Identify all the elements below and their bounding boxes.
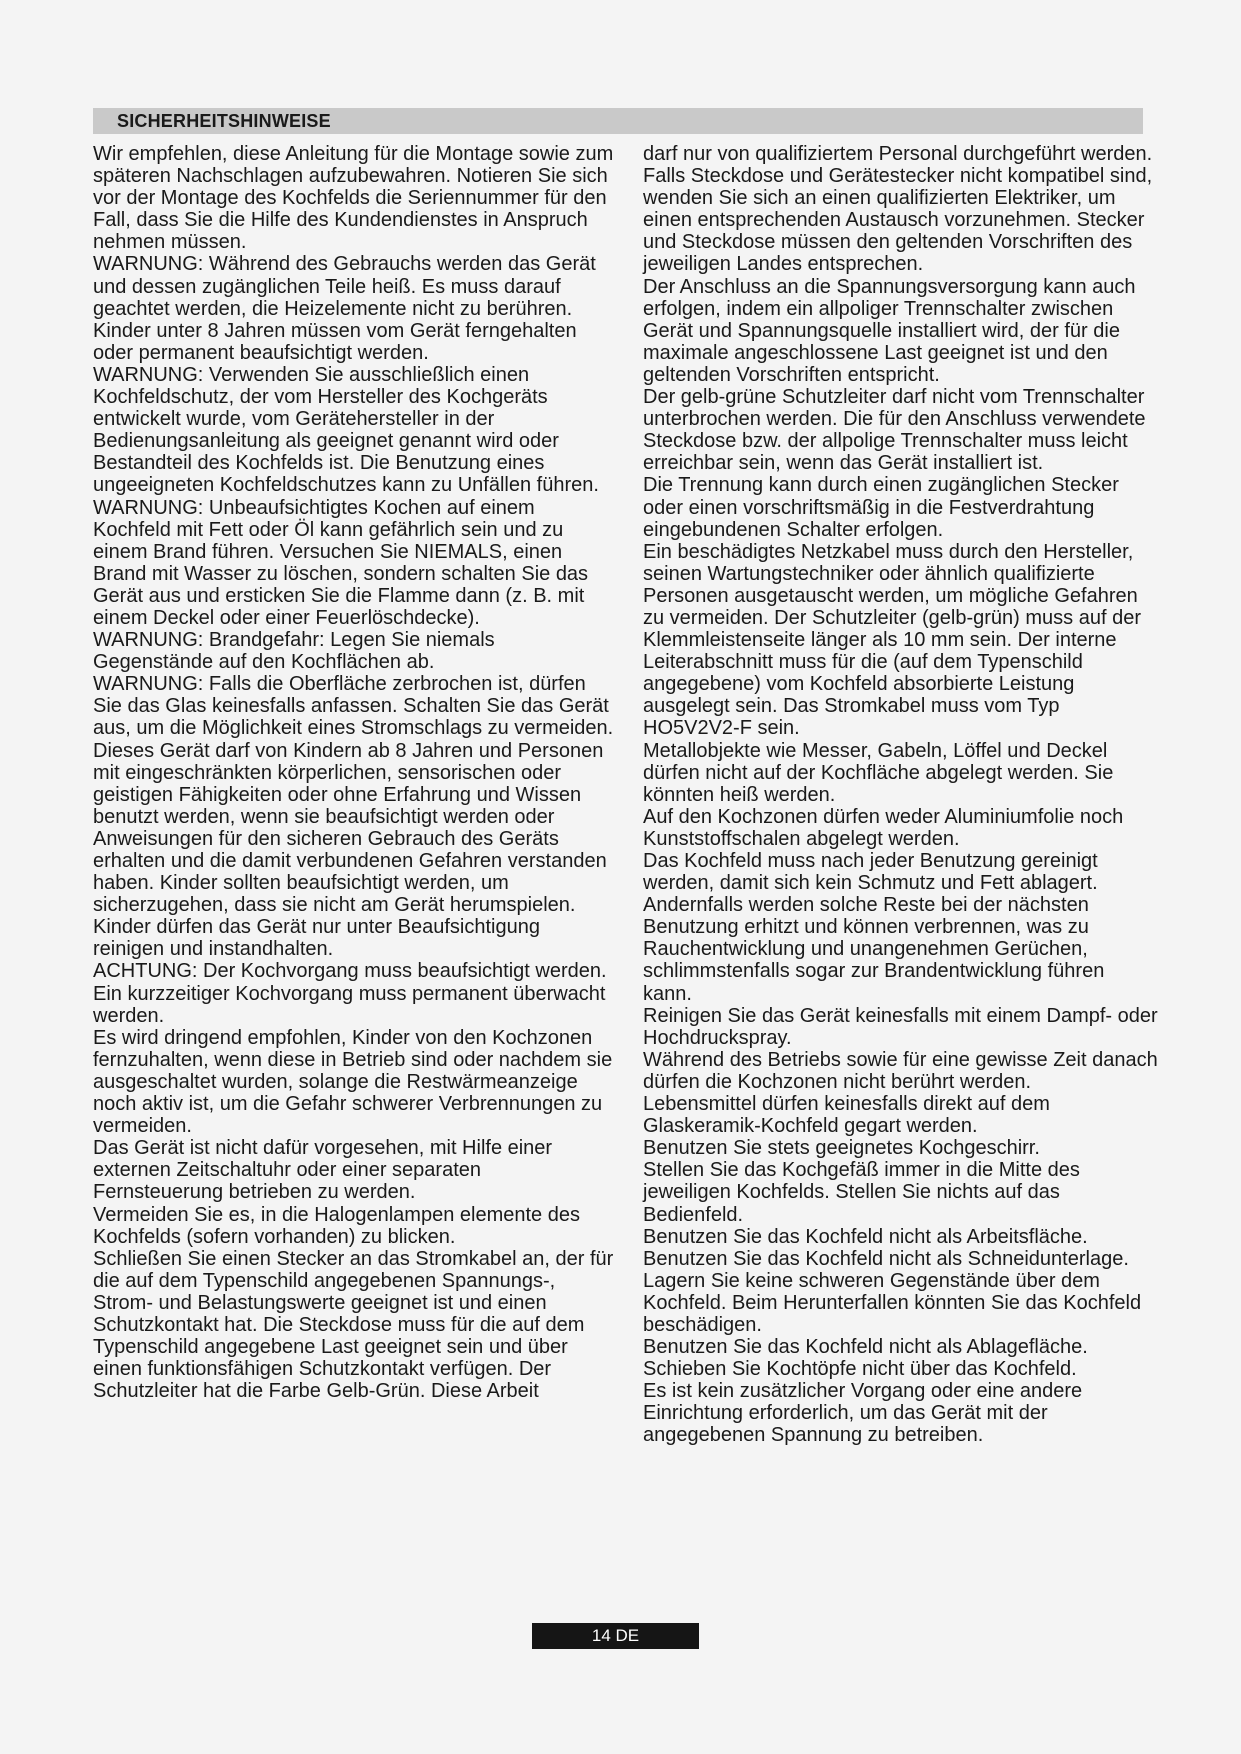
paragraph: Es ist kein zusätzlicher Vorgang oder eine andere Einrichtung erforderlich, um das Gerät mit der angegebenen Spannung zu betreiben. <box>643 1380 1083 1447</box>
paragraph: Stellen Sie das Kochgefäß immer in die Mitte des jeweiligen Kochfelds. Stellen Sie nichts auf das Bedienfeld. <box>643 1159 1080 1226</box>
page-number: 14 DE <box>532 1623 699 1649</box>
paragraph: Ein beschädigtes Netzkabel muss durch den Hersteller, seinen Wartungstechniker oder ähnlich qualifizierte Personen ausgetauscht werden, um mögliche Gefahren zu vermeiden. Der Schutzleiter (gelb-grün) muss auf der Klemmleistenseite länger als 10 mm sein. Der interne Leiterabschnitt muss für die (auf dem Typenschild angegebene) vom Kochfeld absorbierte Leistung ausgelegt sein. Das Stromkabel muss vom Typ HO5V2V2-F sein. <box>643 540 1141 740</box>
paragraph: Reinigen Sie das Gerät keinesfalls mit einem Dampf- oder Hochdruckspray. <box>643 1004 1158 1049</box>
paragraph: Vermeiden Sie es, in die Halogenlampen elemente des Kochfelds (sofern vorhanden) zu blicken. <box>93 1203 580 1248</box>
paragraph: WARNUNG: Während des Gebrauchs werden das Gerät und dessen zugänglichen Teile heiß. Es muss darauf geachtet werden, die Heizelemente nicht zu berühren. Kinder unter 8 Jahren müssen vom Gerät ferngehalten oder permanent beaufsichtigt werden. <box>93 253 596 364</box>
paragraph: Der gelb-grüne Schutzleiter darf nicht vom Trennschalter unterbrochen werden. Die für den Anschluss verwendete Steckdose bzw. der allpolige Trennschalter muss leicht erreichbar sein, wenn das Gerät installiert ist. <box>643 386 1146 475</box>
paragraph: Metallobjekte wie Messer, Gabeln, Löffel und Deckel dürfen nicht auf der Kochfläche abgelegt werden. Sie könnten heiß werden. <box>643 739 1114 806</box>
section-title: SICHERHEITSHINWEISE <box>117 111 331 131</box>
paragraph: Während des Betriebs sowie für eine gewisse Zeit danach dürfen die Kochzonen nicht berührt werden. <box>643 1048 1158 1093</box>
paragraph: Dieses Gerät darf von Kindern ab 8 Jahren und Personen mit eingeschränkten körperlichen, sensorischen oder geistigen Fähigkeiten oder ohne Erfahrung und Wissen benutzt werden, wenn sie beaufsichtigt werden oder Anweisungen für den sicheren Gebrauch des Geräts erhalten und die damit verbundenen Gefahren verstanden haben. Kinder sollten beaufsichtigt werden, um sicherzugehen, dass sie nicht am Gerät herumspielen. Kinder dürfen das Gerät nur unter Beaufsichtigung reinigen und instandhalten. <box>93 739 607 961</box>
paragraph: Auf den Kochzonen dürfen weder Aluminiumfolie noch Kunststoffschalen abgelegt werden. <box>643 805 1124 850</box>
paragraph: Die Trennung kann durch einen zugänglichen Stecker oder einen vorschriftsmäßig in die Festverdrahtung eingebundenen Schalter erfolgen. <box>643 474 1119 541</box>
paragraph: Der Anschluss an die Spannungsversorgung kann auch erfolgen, indem ein allpoliger Trennschalter zwischen Gerät und Spannungsquelle installiert wird, der für die maximale angeschlossene Last geeignet ist und den geltenden Vorschriften entspricht. <box>643 275 1136 386</box>
paragraph: WARNUNG: Brandgefahr: Legen Sie niemals Gegenstände auf den Kochflächen ab. <box>93 629 495 674</box>
paragraph: Benutzen Sie das Kochfeld nicht als Schneidunterlage. <box>643 1247 1129 1270</box>
paragraph: Benutzen Sie das Kochfeld nicht als Arbeitsfläche. <box>643 1225 1088 1248</box>
paragraph: Das Gerät ist nicht dafür vorgesehen, mit Hilfe einer externen Zeitschaltuhr oder einer separaten Fernsteuerung betrieben zu werden. <box>93 1137 553 1204</box>
left-column <box>93 143 614 1402</box>
paragraph: Lebensmittel dürfen keinesfalls direkt auf dem Glaskeramik-Kochfeld gegart werden. <box>643 1093 1050 1138</box>
paragraph: Schließen Sie einen Stecker an das Stromkabel an, der für die auf dem Typenschild angegebenen Spannungs-, Strom- und Belastungswerte geeignet ist und einen Schutzkontakt hat. Die Steckdose muss für die auf dem Typenschild angegebene Last geeignet sein und über einen funktionsfähigen Schutzkontakt verfügen. Der Schutzleiter hat die Farbe Gelb-Grün. Diese Arbeit <box>93 1247 614 1403</box>
paragraph: WARNUNG: Verwenden Sie ausschließlich einen Kochfeldschutz, der vom Hersteller des Kochgeräts entwickelt wurde, vom Gerätehersteller in der Bedienungsanleitung als geeignet genannt wird oder Bestandteil des Kochfelds ist. Die Benutzung eines ungeeigneten Kochfeldschutzes kann zu Unfällen führen. <box>93 363 599 497</box>
paragraph: WARNUNG: Falls die Oberfläche zerbrochen ist, dürfen Sie das Glas keinesfalls anfassen. Schalten Sie das Gerät aus, um die Möglichkeit eines Stromschlags zu vermeiden. <box>93 673 614 740</box>
paragraph: darf nur von qualifiziertem Personal durchgeführt werden. Falls Steckdose und Gerätestecker nicht kompatibel sind, wenden Sie sich an einen qualifizierten Elektriker, um einen entsprechenden Austausch vorzunehmen. Stecker und Steckdose müssen den geltenden Vorschriften des jeweiligen Landes entsprechen. <box>643 143 1153 276</box>
paragraph: Lagern Sie keine schweren Gegenstände über dem Kochfeld. Beim Herunterfallen könnten Sie das Kochfeld beschädigen. <box>643 1269 1142 1336</box>
paragraph: Benutzen Sie das Kochfeld nicht als Ablagefläche. <box>643 1336 1088 1359</box>
paragraph: Benutzen Sie stets geeignetes Kochgeschirr. <box>643 1137 1040 1160</box>
paragraph: ACHTUNG: Der Kochvorgang muss beaufsichtigt werden. Ein kurzzeitiger Kochvorgang muss permanent überwacht werden. <box>93 960 607 1027</box>
paragraph: WARNUNG: Unbeaufsichtigtes Kochen auf einem Kochfeld mit Fett oder Öl kann gefährlich sein und zu einem Brand führen. Versuchen Sie NIEMALS, einen Brand mit Wasser zu löschen, sondern schalten Sie das Gerät aus und ersticken Sie die Flamme dann (z. B. mit einem Deckel oder einer Feuerlöschdecke). <box>93 496 589 629</box>
paragraph: Schieben Sie Kochtöpfe nicht über das Kochfeld. <box>643 1358 1077 1381</box>
paragraph: Wir empfehlen, diese Anleitung für die Montage sowie zum späteren Nachschlagen aufzubewahren. Notieren Sie sich vor der Montage des Kochfelds die Seriennummer für den Fall, dass Sie die Hilfe des Kundendienstes in Anspruch nehmen müssen. <box>93 143 614 254</box>
right-column <box>643 143 1158 1447</box>
paragraph: Es wird dringend empfohlen, Kinder von den Kochzonen fernzuhalten, wenn diese in Betrieb sind oder nachdem sie ausgeschaltet wurden, solange die Restwärmeanzeige noch aktiv ist, um die Gefahr schwerer Verbrennungen zu vermeiden. <box>93 1026 613 1138</box>
section-header <box>93 108 1143 134</box>
paragraph: Das Kochfeld muss nach jeder Benutzung gereinigt werden, damit sich kein Schmutz und Fett ablagert. Andernfalls werden solche Reste bei der nächsten Benutzung erhitzt und können verbrennen, was zu Rauchentwicklung und unangenehmen Gerüchen, schlimmstenfalls sogar zur Brandentwicklung führen kann. <box>643 850 1105 1005</box>
